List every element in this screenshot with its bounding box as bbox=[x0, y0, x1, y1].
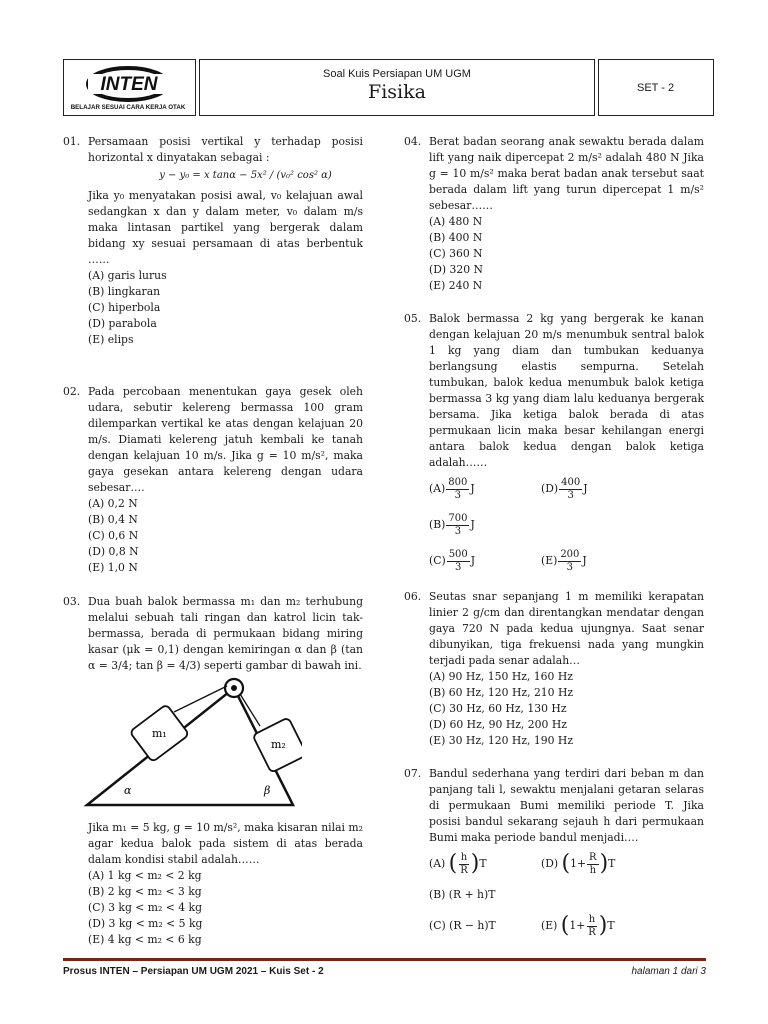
unit: J bbox=[470, 482, 475, 495]
question-01 bbox=[63, 134, 363, 348]
left-column-q03 bbox=[63, 594, 363, 674]
expr: (R + h)T bbox=[448, 888, 496, 901]
option-b: (B) 400 N bbox=[429, 231, 483, 244]
option-label: (B) bbox=[429, 888, 446, 901]
option-b: (B) lingkaran bbox=[88, 285, 161, 298]
fraction bbox=[447, 549, 470, 574]
option-a: (A) 480 N bbox=[429, 215, 483, 228]
question-text: Berat badan seorang anak sewaktu berada dalam lift yang naik dipercepat 2 m/s² adalah 480 N Jika g = 10 m/s² maka berat badan anak tersebut saat berada dalam lift yang turun dipercepat 1 m/s² sebesar…… bbox=[429, 135, 704, 212]
question-05 bbox=[404, 311, 704, 579]
left-column bbox=[63, 134, 363, 348]
right-column-q07 bbox=[404, 766, 704, 944]
option-label: (D) bbox=[541, 482, 559, 495]
option-d bbox=[541, 477, 653, 502]
question-text: Balok bermassa 2 kg yang bergerak ke kanan dengan kelajuan 20 m/s menumbuk sentral balok 1 kg yang diam dan tumbukan keduanya berlangsung elastis sempurna. Setelah tumbukan, balok kedua menumbuk balok ketiga bermassa 3 kg yang diam lalu keduanya bergerak bersama. Jika ketiga balok berada di atas permukaan licin maka besar kehilangan energi antara balok kedua dengan balok ketiga adalah…… bbox=[429, 312, 704, 469]
incline-figure bbox=[82, 676, 302, 810]
question-number: 01. bbox=[63, 135, 81, 148]
set-label: SET - 2 bbox=[637, 82, 675, 94]
fraction bbox=[559, 477, 582, 502]
numerator: 700 bbox=[448, 512, 468, 524]
left-column-q03-continued bbox=[63, 820, 363, 948]
option-c: (C) 3 kg < m₂ < 4 kg bbox=[88, 901, 203, 914]
question-number: 05. bbox=[404, 312, 422, 325]
option-label: (E) bbox=[541, 919, 558, 932]
question-number: 03. bbox=[63, 595, 81, 608]
unit: J bbox=[582, 554, 587, 567]
footer-page-number: halaman 1 dari 3 bbox=[631, 966, 706, 977]
doc-subtitle: Soal Kuis Persiapan UM UGM bbox=[323, 68, 471, 80]
option-d: (D) 3 kg < m₂ < 5 kg bbox=[88, 917, 203, 930]
unit: J bbox=[470, 554, 476, 567]
question-number: 07. bbox=[404, 767, 422, 780]
logo-box bbox=[63, 59, 196, 116]
fraction bbox=[586, 914, 598, 939]
option-label: (A) bbox=[429, 482, 446, 495]
options-row-ce bbox=[429, 908, 704, 944]
option-label: (B) bbox=[429, 518, 446, 531]
fraction bbox=[558, 549, 581, 574]
question-06 bbox=[404, 589, 704, 749]
numerator: 500 bbox=[448, 548, 468, 560]
footer-divider bbox=[63, 958, 706, 961]
question-07 bbox=[404, 766, 704, 944]
question-text: Dua buah balok bermassa m₁ dan m₂ terhubung melalui sebuah tali ringan dan katrol licin tak-bermassa, berada di permukaan bidang miring kasar (μk = 0,1) dengan kemiringan α dan β (tan α = 3/4; tan β = 4/3) seperti gambar di bawah ini. bbox=[88, 595, 363, 672]
set-box bbox=[598, 59, 714, 116]
logo-text: INTEN bbox=[100, 74, 158, 95]
denominator: 3 bbox=[567, 489, 574, 501]
unit: J bbox=[470, 518, 475, 531]
option-e: (E) 30 Hz, 120 Hz, 190 Hz bbox=[429, 734, 574, 747]
option-b bbox=[429, 513, 541, 538]
denominator: R bbox=[460, 864, 468, 876]
doc-title: Fisika bbox=[368, 81, 426, 103]
question-03 bbox=[63, 594, 363, 674]
options-row-b bbox=[429, 507, 704, 543]
option-label: (C) bbox=[429, 919, 446, 932]
fraction bbox=[458, 852, 470, 877]
option-d: (D) ( 1+ $\frac{R}{h}$ ) T bbox=[541, 851, 616, 876]
question-number: 04. bbox=[404, 135, 422, 148]
option-e: (E) 4 kg < m₂ < 6 kg bbox=[88, 933, 202, 946]
label-beta: β bbox=[264, 784, 271, 797]
left-column-q02 bbox=[63, 384, 363, 576]
options-row-b bbox=[429, 882, 704, 908]
numerator: 400 bbox=[561, 476, 581, 488]
question-02 bbox=[63, 384, 363, 576]
option-b: (B) 2 kg < m₂ < 3 kg bbox=[88, 885, 202, 898]
question-formula: y − y₀ = x tanα − 5x² / (v₀² cos² α) bbox=[159, 170, 332, 181]
question-text: Pada percobaan menentukan gaya gesek oleh udara, sebutir kelereng bermassa 100 gram dilemparkan vertikal ke atas dengan kelajuan 20 m/s. Diamati kelereng jatuh kembali ke tanah dengan kelajuan 10 m/s. Jika g = 10 m/s², maka gaya gesekan antara kelereng dengan udara sebesar…. bbox=[88, 385, 363, 494]
denominator: 3 bbox=[566, 561, 574, 573]
option-d: (D) 320 N bbox=[429, 263, 484, 276]
option-a: (A) ( $\frac{h}{R}$ ) T bbox=[429, 851, 487, 876]
right-column-q06 bbox=[404, 589, 704, 749]
options-row-ad bbox=[429, 471, 704, 507]
label-m2: m₂ bbox=[271, 738, 286, 751]
option-a: (A) 1 kg < m₂ < 2 kg bbox=[88, 869, 202, 882]
option-d: (D) parabola bbox=[88, 317, 157, 330]
option-c: (C) 30 Hz, 60 Hz, 130 Hz bbox=[429, 702, 567, 715]
option-a bbox=[429, 477, 541, 502]
label-m1: m₁ bbox=[152, 727, 167, 740]
question-text-continued: Jika m₁ = 5 kg, g = 10 m/s², maka kisaran nilai m₂ agar kedua balok pada sistem di atas berada dalam kondisi stabil adalah…… bbox=[88, 821, 363, 866]
question-text: Seutas snar sepanjang 1 m memiliki kerapatan linier 2 g/cm dan direntangkan mendatar dengan gaya 720 N pada kedua ujungnya. Saat senar dibunyikan, tiga frekuensi nada yang mungkin terjadi pada senar adalah… bbox=[429, 590, 704, 667]
question-04 bbox=[404, 134, 704, 294]
numerator: h bbox=[588, 913, 596, 925]
options-row-ad bbox=[429, 846, 704, 882]
denominator: R bbox=[588, 926, 596, 938]
expr: (R − h)T bbox=[449, 919, 496, 932]
denominator: 3 bbox=[454, 525, 462, 537]
option-b: (B) 0,4 N bbox=[88, 513, 138, 526]
numerator: h bbox=[460, 851, 468, 863]
unit: J bbox=[583, 482, 588, 495]
option-e: (E) 1,0 N bbox=[88, 561, 138, 574]
inten-logo bbox=[64, 60, 195, 115]
option-b bbox=[429, 887, 541, 903]
option-label: (C) bbox=[429, 554, 446, 567]
expr-pre: 1+ bbox=[569, 919, 586, 932]
expr-tail: T bbox=[479, 857, 487, 870]
right-column-q05 bbox=[404, 311, 704, 579]
option-c bbox=[429, 918, 541, 934]
question-text: Persamaan posisi vertikal y terhadap posisi horizontal x dinyatakan sebagai : bbox=[88, 135, 363, 164]
option-b: (B) 60 Hz, 120 Hz, 210 Hz bbox=[429, 686, 574, 699]
fraction bbox=[587, 852, 599, 877]
option-e: (E) 240 N bbox=[429, 279, 483, 292]
expr-tail: T bbox=[607, 919, 615, 932]
numerator: 800 bbox=[448, 476, 468, 488]
logo-tagline: BELAJAR SESUAI CARA KERJA OTAK bbox=[70, 104, 186, 111]
option-c: (C) 0,6 N bbox=[88, 529, 139, 542]
option-c: (C) 360 N bbox=[429, 247, 483, 260]
fraction bbox=[446, 513, 469, 538]
fraction bbox=[446, 477, 469, 502]
option-a: (A) 90 Hz, 150 Hz, 160 Hz bbox=[429, 670, 573, 683]
option-label: (A) bbox=[429, 857, 446, 870]
option-a: (A) 0,2 N bbox=[88, 497, 138, 510]
question-03-continued bbox=[63, 820, 363, 948]
label-alpha: α bbox=[124, 784, 132, 797]
option-e: (E) elips bbox=[88, 333, 134, 346]
right-column-q04 bbox=[404, 134, 704, 294]
option-e bbox=[541, 549, 653, 574]
expr-tail: T bbox=[608, 857, 616, 870]
title-box bbox=[199, 59, 595, 116]
option-d: (D) 60 Hz, 90 Hz, 200 Hz bbox=[429, 718, 567, 731]
numerator: 200 bbox=[560, 548, 580, 560]
question-text-continued: Jika y₀ menyatakan posisi awal, v₀ kelajuan awal sedangkan x dan y dalam meter, v₀ dalam m/s maka lintasan partikel yang bergerak dalam bidang xy sesuai persamaan di atas berbentuk …… bbox=[88, 189, 363, 266]
numerator: R bbox=[589, 851, 597, 863]
options-row-ce bbox=[429, 543, 704, 579]
option-label: (E) bbox=[541, 554, 558, 567]
option-e: (E) ( 1+ $\frac{h}{R}$ ) T bbox=[541, 913, 615, 938]
option-a: (A) garis lurus bbox=[88, 269, 167, 282]
footer-left-text: Prosus INTEN – Persiapan UM UGM 2021 – Kuis Set - 2 bbox=[63, 966, 324, 977]
option-c: (C) hiperbola bbox=[88, 301, 161, 314]
question-number: 06. bbox=[404, 590, 422, 603]
denominator: h bbox=[589, 864, 597, 876]
question-number: 02. bbox=[63, 385, 81, 398]
option-c bbox=[429, 549, 541, 574]
option-label: (D) bbox=[541, 857, 559, 870]
question-text: Bandul sederhana yang terdiri dari beban m dan panjang tali l, sewaktu menjalani getaran selaras di permukaan Bumi memiliki periode T. Jika posisi bandul sekarang sejauh h dari permukaan Bumi maka periode bandul menjadi…. bbox=[429, 767, 704, 844]
denominator: 3 bbox=[455, 561, 462, 573]
expr-pre: 1+ bbox=[570, 857, 587, 870]
denominator: 3 bbox=[454, 489, 461, 501]
option-d: (D) 0,8 N bbox=[88, 545, 139, 558]
